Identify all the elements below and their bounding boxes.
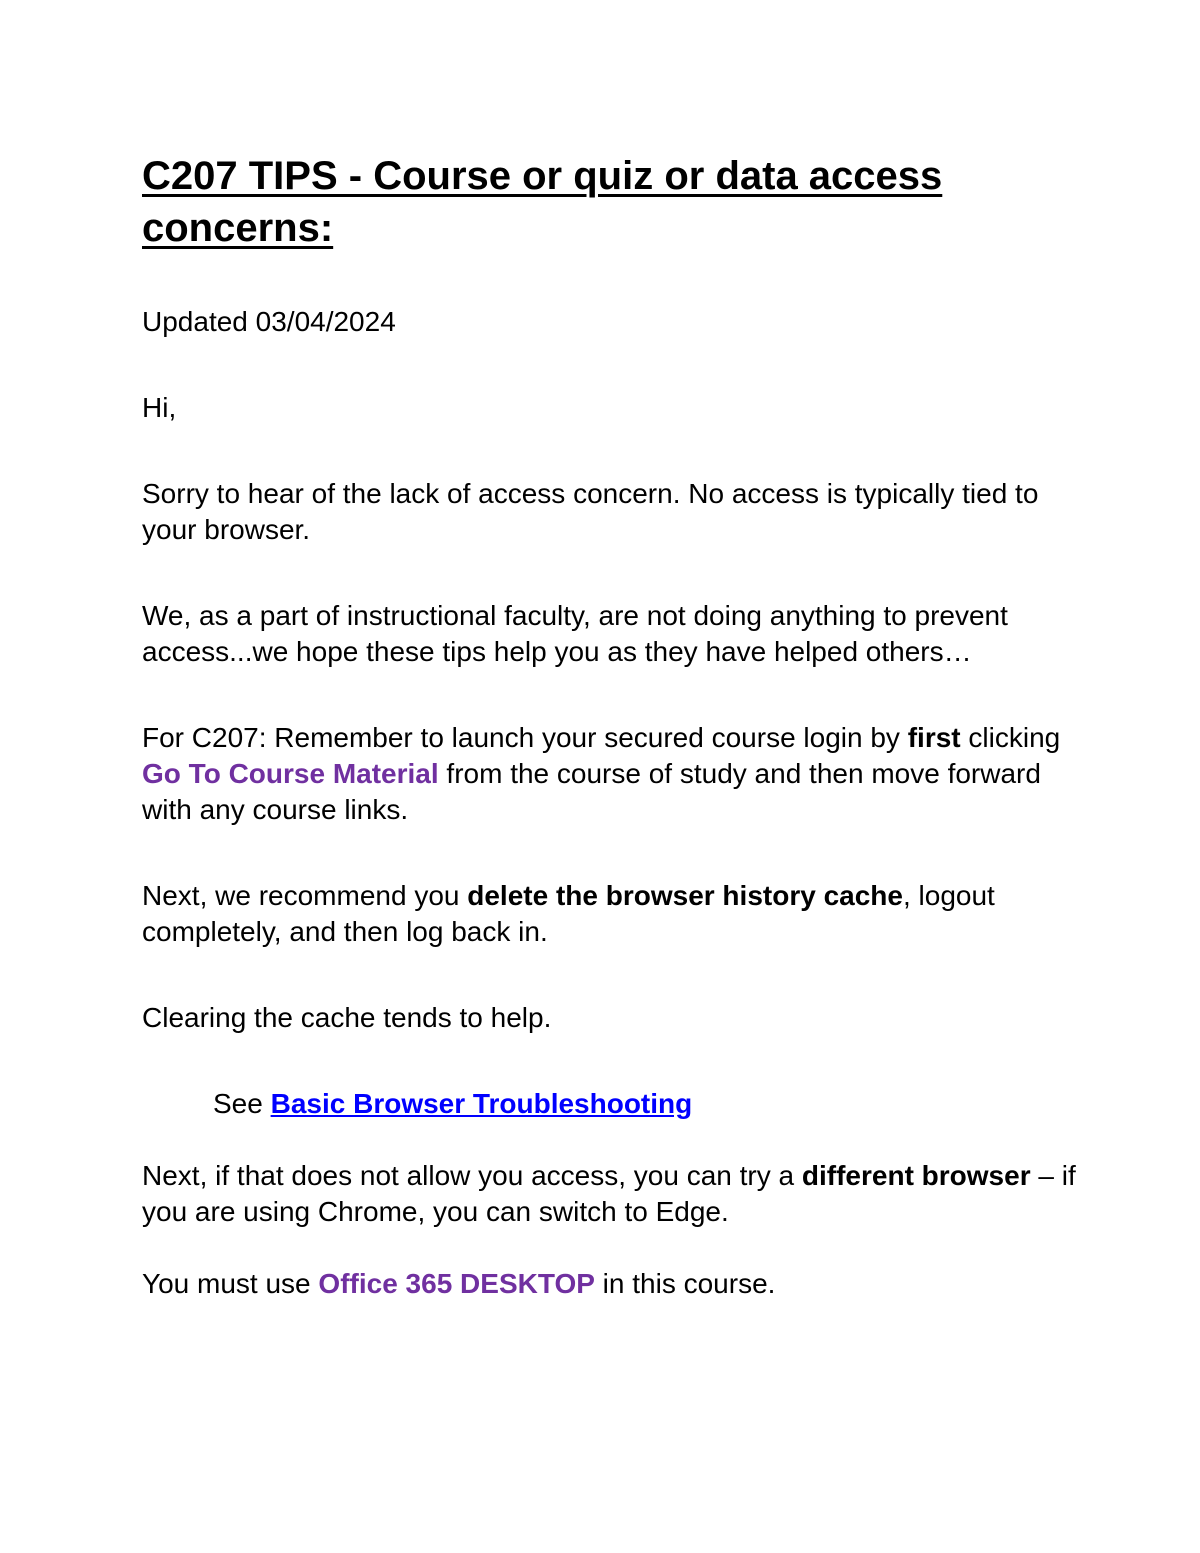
document-title: C207 TIPS - Course or quiz or data access concerns: xyxy=(142,154,943,250)
text: from the course of study and then move forward with any course links. xyxy=(142,758,1041,825)
updated-date: Updated 03/04/2024 xyxy=(142,306,396,337)
paragraph-different-browser xyxy=(142,1158,1082,1230)
emphasis-different-browser: different browser xyxy=(801,1160,1031,1191)
basic-browser-troubleshooting-link[interactable]: Basic Browser Troubleshooting xyxy=(270,1088,693,1119)
text: For C207: Remember to launch your secured course login by xyxy=(142,722,908,753)
paragraph-see-troubleshooting xyxy=(142,1086,1082,1122)
text: You must use xyxy=(142,1268,319,1299)
greeting: Hi, xyxy=(142,392,177,423)
text: See xyxy=(213,1088,271,1119)
paragraph-launch-course xyxy=(142,720,1082,828)
document-body xyxy=(142,150,1082,1302)
text: , logout completely, and then log back in. xyxy=(142,880,995,947)
text: Next, if that does not allow you access, you can try a xyxy=(142,1160,802,1191)
paragraph-faculty: We, as a part of instructional faculty, are not doing anything to prevent access...we hope these tips help you as they have helped others… xyxy=(142,600,1008,667)
paragraph-clearing-cache: Clearing the cache tends to help. xyxy=(142,1002,552,1033)
text: in this course. xyxy=(594,1268,776,1299)
paragraph-delete-cache xyxy=(142,878,1082,950)
emphasis-delete-cache: delete the browser history cache xyxy=(467,880,903,911)
paragraph-office-365 xyxy=(142,1266,1082,1302)
text: clicking xyxy=(960,722,1061,753)
text: – if you are using Chrome, you can switch to Edge. xyxy=(142,1160,1076,1227)
emphasis-first: first xyxy=(907,722,961,753)
highlight-office-365-desktop: Office 365 DESKTOP xyxy=(318,1268,595,1299)
text: Next, we recommend you xyxy=(142,880,468,911)
paragraph-access-concern: Sorry to hear of the lack of access concern. No access is typically tied to your browser. xyxy=(142,478,1039,545)
highlight-go-to-course-material: Go To Course Material xyxy=(142,758,439,789)
